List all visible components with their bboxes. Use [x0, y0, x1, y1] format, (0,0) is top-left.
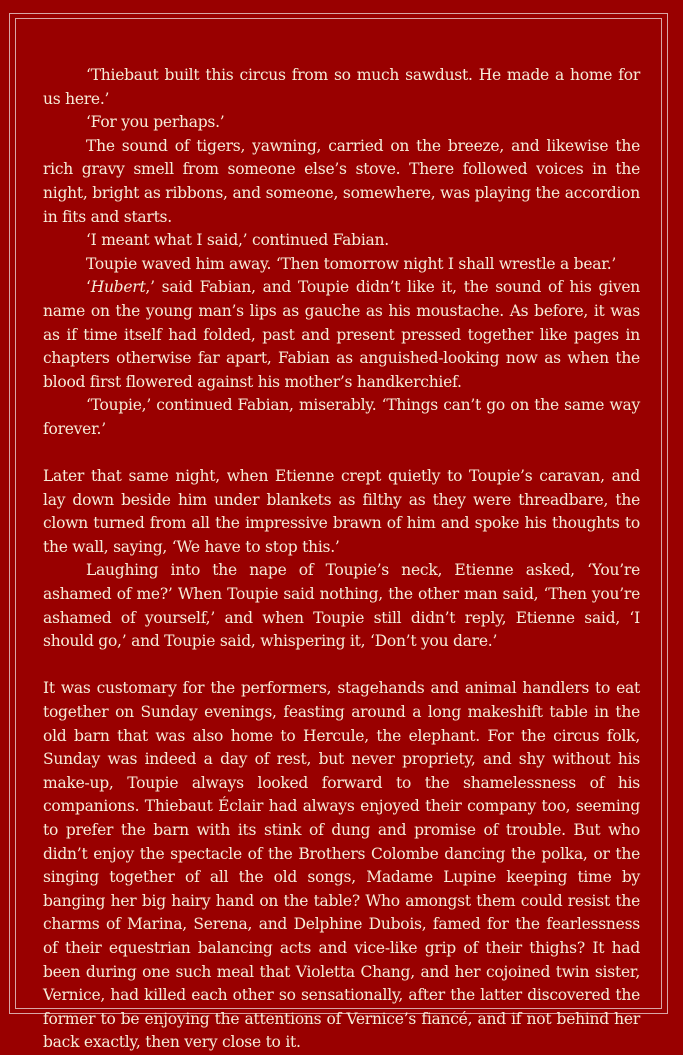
- paragraph: [43, 229, 640, 253]
- paragraph-text: ‘Toupie,’ continued Fabian, miserably. ‘Things can’t go on the same way forever.’: [43, 396, 640, 438]
- paragraph: [43, 276, 640, 394]
- paragraph: [43, 465, 640, 559]
- paragraph: [43, 677, 640, 1055]
- paragraph: [43, 64, 640, 111]
- paragraph-text: ‘I meant what I said,’ continued Fabian.: [86, 231, 389, 250]
- paragraph-text: ‘For you perhaps.’: [86, 113, 225, 132]
- paragraph-text: ‘Thiebaut built this circus from so much sawdust. He made a home for us here.’: [43, 66, 640, 108]
- paragraph-text: Toupie waved him away. ‘Then tomorrow night I shall wrestle a bear.’: [86, 254, 617, 273]
- italic-name: Hubert: [90, 278, 146, 297]
- paragraph: [43, 394, 640, 441]
- paragraph-text-start: ‘: [86, 278, 91, 297]
- paragraph-text: Laughing into the nape of Toupie’s neck, Etienne asked, ‘You’re ashamed of me?’ When Toupie said nothing, the other man said, ‘Then you’re ashamed of yourself,’ and when Toupie still didn’t reply, Etienne said, ‘I should go,’ and Toupie said, whispering it, ‘Don’t you dare.’: [43, 561, 640, 651]
- paragraph: [43, 135, 640, 229]
- body-text: [43, 64, 640, 1055]
- paragraph: [43, 253, 640, 277]
- paragraph: [43, 111, 640, 135]
- paragraph-text: It was customary for the performers, stagehands and animal handlers to eat together on Sunday evenings, feasting around a long makeshift table in the old barn that was also home to Hercule, the elephant. For the circus folk, Sunday was indeed a day of rest, but never propriety, and shy without his make-up, Toupie always looked forward to the shamelessness of his companions. Thiebaut Éclair had always enjoyed their company too, seeming to prefer the barn with its stink of dung and promise of trouble. But who didn’t enjoy the spectacle of the Brothers Colombe dancing the polka, or the singing together of all the old songs, Madame Lupine keeping time by banging her big hairy hand on the table? Who amongst them could resist the charms of Marina, Serena, and Delphine Dubois, famed for the fearlessness of their equestrian balancing acts and vice-like grip of their thighs? It had been during one such meal that Violetta Chang, and her cojoined twin sister, Vernice, had killed each other so sensationally, after the latter discovered the former to be enjoying the attentions of Vernice’s fiancé, and if not behind her back exactly, then very close to it.: [43, 679, 640, 1052]
- paragraph: [43, 559, 640, 653]
- paragraph-text: The sound of tigers, yawning, carried on the breeze, and likewise the rich gravy smell from someone else’s stove. There followed voices in the night, bright as ribbons, and someone, somewhere, was playing the accordion in fits and starts.: [43, 136, 640, 226]
- paragraph-text: ,’ said Fabian, and Toupie didn’t like it, the sound of his given name on the young man’s lips as gauche as his moustache. As before, it was as if time itself had folded, past and present pressed together like pages in chapters otherwise far apart, Fabian as anguished-looking now as when the blood first flowered against his mother’s handkerchief.: [43, 278, 640, 391]
- paragraph-text: Later that same night, when Etienne crept quietly to Toupie’s caravan, and lay down beside him under blankets as filthy as they were threadbare, the clown turned from all the impressive brawn of him and spoke his thoughts to the wall, saying, ‘We have to stop this.’: [43, 467, 640, 556]
